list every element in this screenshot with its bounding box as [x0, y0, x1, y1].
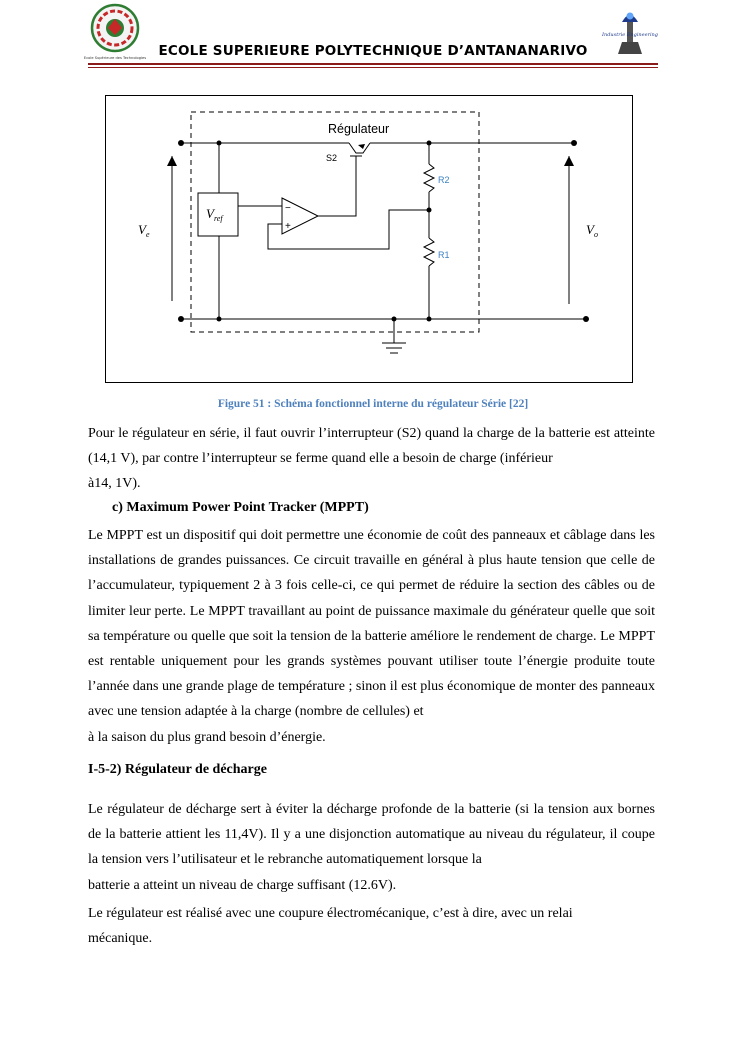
text-line: Le régulateur de décharge sert à éviter la décharge profonde de la batterie (si la tension aux	[88, 802, 614, 817]
paragraph-mppt	[88, 523, 655, 750]
logo-left-caption: Ecole Supérieure des Technologies	[83, 56, 147, 60]
resistor-r2	[424, 164, 434, 192]
mppt-heading: c) Maximum Power Point Tracker (MPPT)	[112, 500, 369, 515]
input-voltage-label	[138, 222, 150, 239]
vref-symbol: V	[206, 206, 214, 221]
circuit-figure	[105, 95, 633, 383]
vout-arrowhead	[564, 156, 574, 166]
node	[571, 140, 577, 146]
node	[217, 317, 222, 322]
regulator-boundary	[191, 112, 479, 332]
node	[427, 141, 432, 146]
node	[217, 141, 222, 146]
text-line: mécanique.	[88, 931, 153, 947]
paragraph-relay	[88, 901, 655, 951]
opamp-minus-sign: −	[285, 203, 291, 214]
header-rule	[88, 63, 658, 65]
text-line: atteinte (14,1 V), par contre l’interrupteur se ferme quand elle a besoin de charge (inférieur	[88, 426, 656, 467]
node	[427, 208, 432, 213]
text-line: les installations de grandes puissances. Ce circuit travaille en général à plus haute tension que	[88, 528, 656, 569]
input-voltage-subscript: e	[145, 230, 150, 239]
text-line: à la saison du plus grand besoin d’énergie.	[88, 729, 326, 745]
transistor-s2	[349, 143, 370, 153]
logo-right-text: Industrie Engineering	[602, 32, 658, 38]
figure-caption: Figure 51 : Schéma fonctionnel interne du régulateur Série [22]	[217, 398, 529, 410]
output-voltage-label	[586, 222, 598, 239]
page-header	[83, 0, 658, 70]
paragraph-discharge-regulator	[88, 797, 655, 898]
resistor-r1-label: R1	[438, 250, 450, 260]
text-line: Le régulateur est réalisé avec une coupure électromécanique, c’est à dire, avec un relai	[88, 906, 573, 921]
transistor-arrow	[358, 144, 365, 149]
vref-subscript: ref	[213, 214, 223, 223]
text-line: Pour le régulateur en série, il faut ouvrir l’interrupteur (S2) quand la charge de la batterie est	[88, 426, 610, 441]
node	[178, 140, 184, 146]
input-voltage-symbol: V	[138, 222, 146, 237]
resistor-r1	[424, 238, 434, 266]
school-name: ECOLE SUPERIEURE POLYTECHNIQUE D’ANTANANARIVO	[158, 43, 588, 59]
paragraph-serial-regulator	[88, 421, 655, 497]
text-line: bornes de la batterie attient les 11,4V). Il y a une disjonction automatique au niveau du	[88, 802, 655, 843]
text-line: à14, 1V).	[88, 476, 141, 492]
node	[427, 317, 432, 322]
text-line: Le MPPT est un dispositif qui doit permettre une économie de coût des panneaux et câblage dans	[88, 528, 636, 543]
node	[583, 316, 589, 322]
output-voltage-symbol: V	[586, 222, 594, 237]
text-line: régulateur, il coupe la tension vers l’utilisateur et le rebranche automatiquement lorsque la	[88, 827, 655, 868]
section-heading: I-5-2) Régulateur de décharge	[88, 762, 267, 777]
node	[392, 317, 397, 322]
header-rule-thin	[88, 67, 658, 68]
node	[178, 316, 184, 322]
text-line: batterie a atteint un niveau de charge suffisant (12.6V).	[88, 877, 397, 893]
text-line: charge. Le MPPT est rentable uniquement pour les grands systèmes pouvant utiliser toute	[88, 628, 656, 670]
opamp-plus-sign: +	[285, 221, 291, 232]
text-line: l’énergie produite toute l’année dans une grande plage de température ; sinon il est plus	[88, 654, 656, 695]
circuit-diagram	[106, 96, 632, 382]
vref-label	[206, 206, 224, 223]
text-line: quelle que soit sa température ou quelle que soit la tension de la batterie améliore le rendement de	[88, 603, 656, 644]
regulator-title: Régulateur	[328, 122, 390, 136]
switch-label: S2	[326, 153, 338, 163]
opamp-output-to-base	[318, 156, 356, 216]
text-line: câbles ou de limiter leur perte. Le MPPT travaillant au point de puissance maximale du générateur	[88, 578, 656, 619]
text-line: économique de monter des panneaux avec une tension adaptée à la charge (nombre de cellules) et	[88, 679, 656, 720]
text-line: celle de l’accumulateur, typiquement 2 à 3 fois celle-ci, ce qui permet de réduire la section des	[88, 553, 655, 594]
output-voltage-subscript: o	[593, 230, 598, 239]
vin-arrowhead	[167, 156, 177, 166]
resistor-r2-label: R2	[438, 175, 450, 185]
